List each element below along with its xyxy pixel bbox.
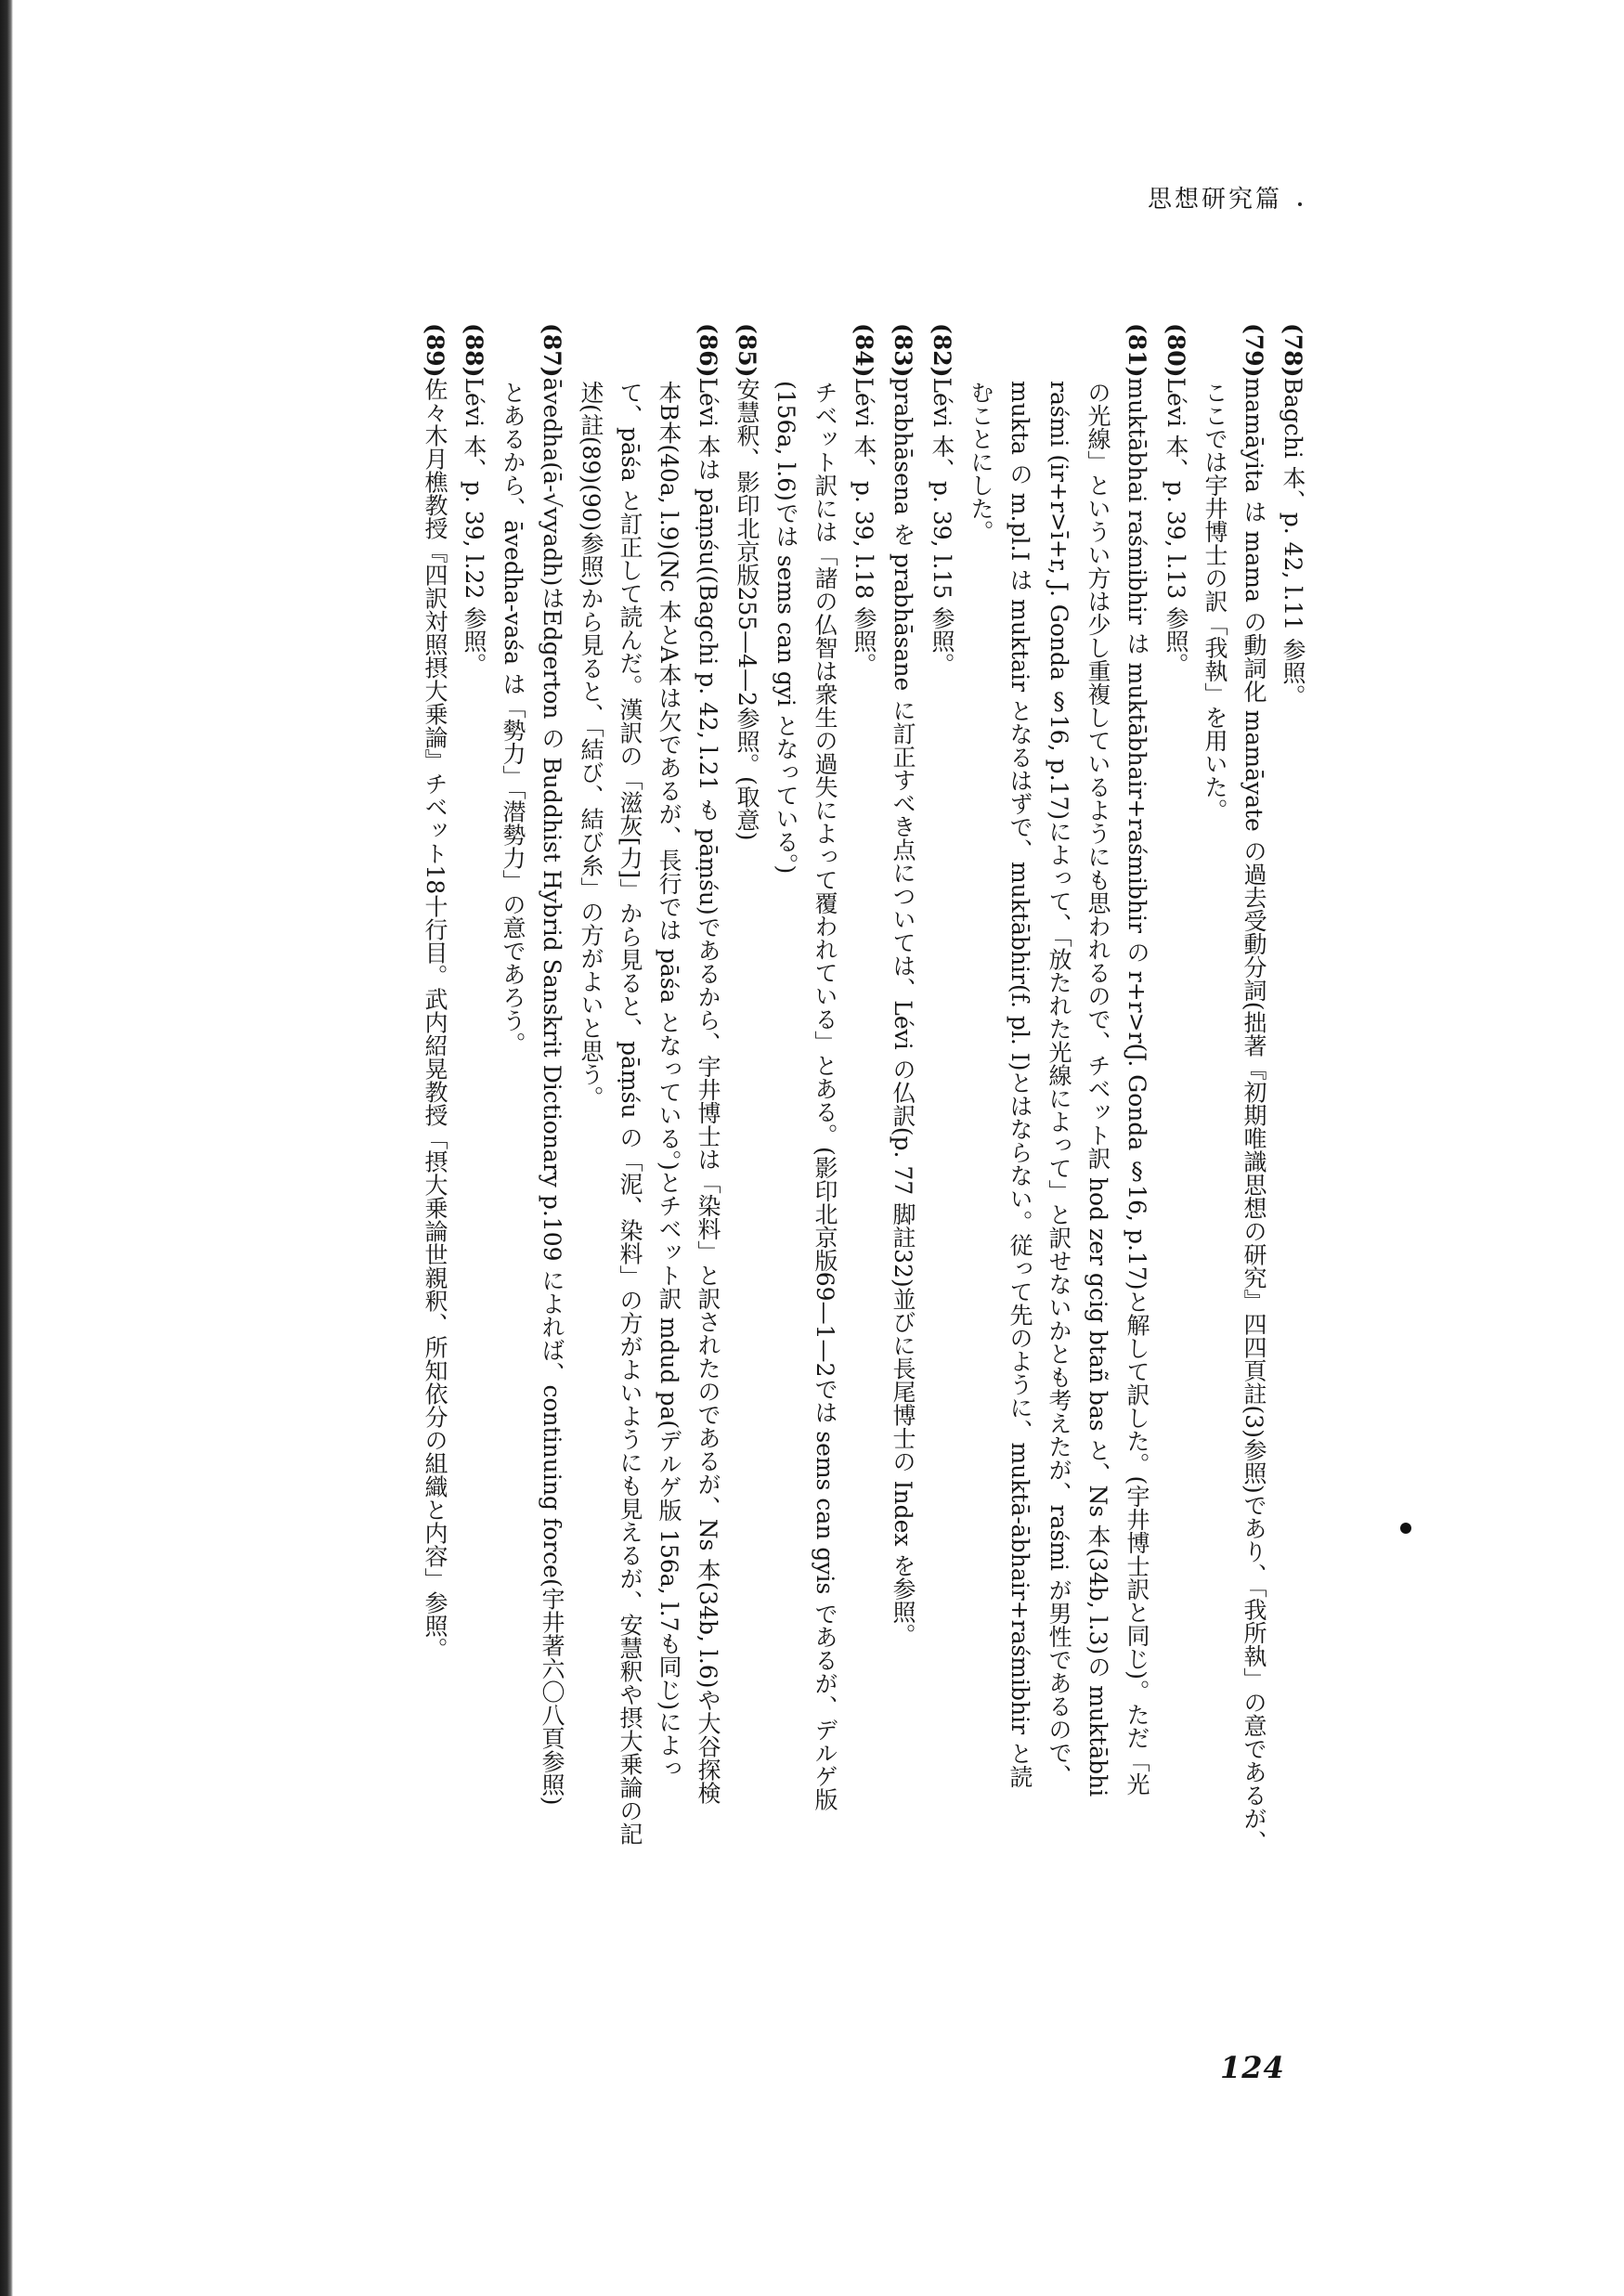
- note-81-continuation-1: の光線」というい方は少し重複しているようにも思われるので、チベット訳 hod zer gcig btañ bas と、Ns 本(34b, l.3)の muktābhi: [1085, 381, 1111, 1797]
- note-84-continuation-1: チベット訳には「諸の仏智は衆生の過失によって覆われている」とある。(影印北京版69—1—2では sems can gyis であるが、デルゲ版: [812, 381, 838, 1811]
- note-number: (80): [1163, 323, 1189, 378]
- note-85: [728, 323, 765, 2013]
- page-binding-edge: [0, 0, 13, 2296]
- note-number: (83): [890, 323, 916, 378]
- note-number: (86): [695, 323, 721, 378]
- note-number: (84): [851, 323, 877, 378]
- note-number: (82): [929, 323, 955, 378]
- note-text: Lévi 本、p. 39, l.22 参照。: [461, 377, 487, 677]
- note-text: āvedha(ā-√vyadh)はEdgerton の Buddhist Hybrid Sanskrit Dictionary p.109 によれば、continuing force(宇井著六〇八頁参照): [539, 377, 565, 1806]
- note-text: Lévi 本は pāṃśu((Bagchi p. 42, l.21 も pāṃśu)であるから、宇井博士は「染料」と訳されたのであるが、Ns 本(34b, l.6)や大谷探検: [695, 377, 721, 1805]
- note-number: (79): [1241, 323, 1267, 378]
- note-text: 安慧釈、影印北京版255—4—2参照。(取意): [734, 377, 760, 841]
- note-87: [533, 323, 570, 2013]
- page-number: 124: [1220, 2050, 1285, 2085]
- note-84-continuation-2: (156a, l.6)では sems can gyi となっている。): [773, 381, 799, 875]
- note-number: (88): [461, 323, 487, 378]
- note-80: [1157, 323, 1194, 2013]
- note-88: [455, 323, 492, 2013]
- note-81-continuation-4: むことにした。: [968, 381, 994, 543]
- note-83: [884, 323, 921, 2013]
- note-number: (89): [422, 323, 448, 378]
- note-78: [1274, 323, 1311, 2013]
- note-text: Bagchi 本、p. 42, l.11 参照。: [1280, 377, 1306, 708]
- note-81-continuation-2: raśmi (ir+r>ī+r, J. Gonda §16, p.17)によって、「放たれた光線によって」と訳せないかとも考えたが、raśmi が男性であるので、: [1046, 381, 1072, 1787]
- ink-speck: [1400, 1523, 1411, 1534]
- note-86: [689, 323, 726, 2013]
- note-text: 佐々木月樵教授『四訳対照摂大乗論』チベット18十行目。武内紹晃教授「摂大乗論世親釈、所知依分の組織と内容」参照。: [422, 377, 448, 1661]
- note-82: [923, 323, 960, 2013]
- note-86-continuation-1: 本B本(40a, l.9)(Nc 本とA本は欠であるが、長行では pāśa となっている。)とチベット訳 mdud pa(デルゲ版 156a, l.7も同じ)によっ: [656, 381, 682, 1781]
- footnotes-block: [186, 323, 1311, 2013]
- note-81-continuation-3: mukta の m.pl.I は muktair となるはずで、muktābhir(f. pl. I)とはならない。従って先のように、muktā-ābhair+raśmibhir と読: [1007, 381, 1033, 1789]
- note-79-continuation: ここでは宇井博士の訳「我執」を用いた。: [1202, 381, 1228, 822]
- note-text: Lévi 本、p. 39, l.15 参照。: [929, 377, 955, 677]
- note-81: [1118, 323, 1155, 2013]
- note-text: mamāyita は mama の動詞化 mamāyate の過去受動分詞(拙著『初期唯識思想の研究』四四頁註(3)参照)であり、「我所執」の意であるが、: [1241, 377, 1267, 1854]
- note-87-continuation: とあるから、āvedha-vaśa は「勢力」「潜勢力」の意であろう。: [500, 381, 526, 1056]
- note-text: Lévi 本、p. 39, l.13 参照。: [1163, 377, 1189, 677]
- note-84: [845, 323, 882, 2013]
- note-86-continuation-3: 述(註(89)(90)参照)から見ると、「結び、結び糸」の方がよいと思う。: [578, 381, 604, 1109]
- note-text: muktābhai raśmibhir は muktābhair+raśmibhir の r+r>r(J. Gonda §16, p.17)と解して訳した。(宇井博士訳と同じ)。ただ「光: [1124, 377, 1150, 1796]
- note-86-continuation-2: て、pāśa と訂正して読んだ。漢訳の「滋灰[力]」から見ると、pāṃśu の「泥、染料」の方がよいようにも見えるが、安慧釈や摂大乗論の記: [617, 381, 643, 1846]
- note-89: [416, 323, 453, 2013]
- note-text: prabhāsena を prabhāsane に訂正すべき点については、Lévi の仏訳(p. 77 脚註32)並びに長尾博士の Index を参照。: [890, 377, 916, 1647]
- note-text: Lévi 本、p. 39, l.18 参照。: [851, 377, 877, 677]
- header-dot: [1298, 202, 1302, 206]
- note-79: [1235, 323, 1272, 2013]
- note-number: (87): [539, 323, 565, 378]
- note-number: (85): [734, 323, 760, 378]
- note-number: (81): [1124, 323, 1150, 378]
- running-header: 思想研究篇: [1148, 186, 1283, 214]
- note-number: (78): [1280, 323, 1306, 378]
